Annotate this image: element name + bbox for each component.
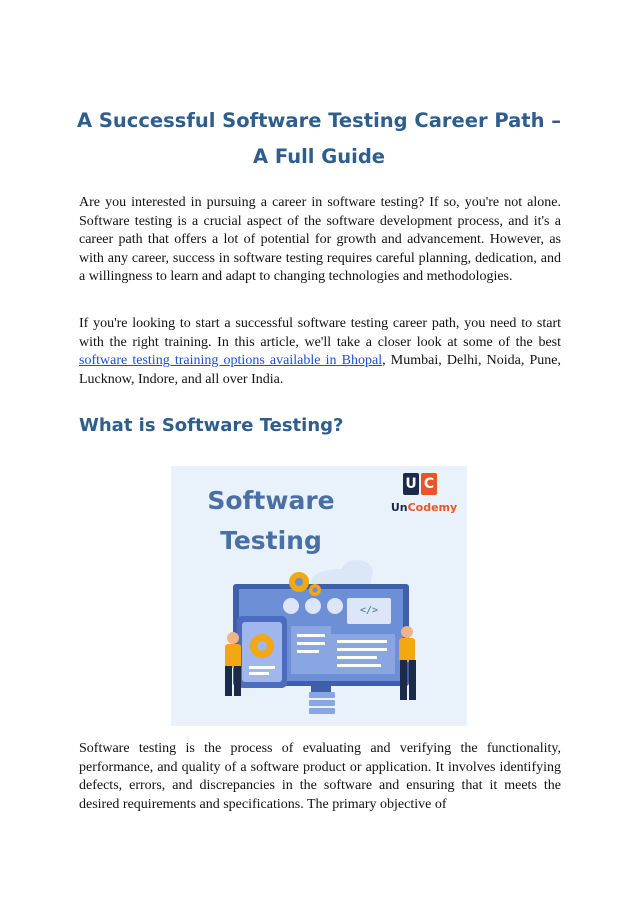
illustration-title-line-1: Software [207,486,335,515]
title-line-1: A Successful Software Testing Career Path – [76,109,562,132]
software-testing-illustration [171,466,467,726]
training-paragraph [79,315,561,389]
training-paragraph-text-before: If you're looking to start a successful software testing career path, you need to start with the right training. In this article, we'll take a closer look at some of the best [79,316,561,350]
document-title [60,103,578,175]
logo-name-part2: Codemy [407,501,458,514]
section-heading: What is Software Testing? [79,415,344,436]
code-icon: </> [359,605,379,616]
title-line-2: A Full Guide [252,145,386,168]
uncodemy-logo [385,471,463,521]
training-paragraph-text-after: , Mumbai, Delhi, Noida, Pune, Lucknow, Indore, and all over India. [79,353,561,387]
definition-paragraph: Software testing is the process of evaluating and verifying the functionality, performance, and quality of a software product or application. It involves identifying defects, errors, and discrepancies in the software and ensuring that it meets the desired requirements and specifications. The primary objective of [79,741,561,812]
training-options-link[interactable]: software testing training options available in Bhopal [79,353,383,369]
illustration-title-line-2: Testing [220,526,322,555]
logo-letter-c: C [421,473,437,495]
intro-paragraph: Are you interested in pursuing a career in software testing? If so, you're not alone. Software testing is a crucial aspect of the software development process, and it's a career path that offers a lot of potential for growth and advancement. However, as with any career, success in software testing requires careful planning, dedication, and a willingness to learn and adapt to changing technologies and methodologies. [79,195,561,285]
logo-letter-u: U [403,473,419,495]
logo-name-part1: Un [390,501,408,514]
logo-wordmark [385,501,463,515]
logo-mark [403,473,439,497]
